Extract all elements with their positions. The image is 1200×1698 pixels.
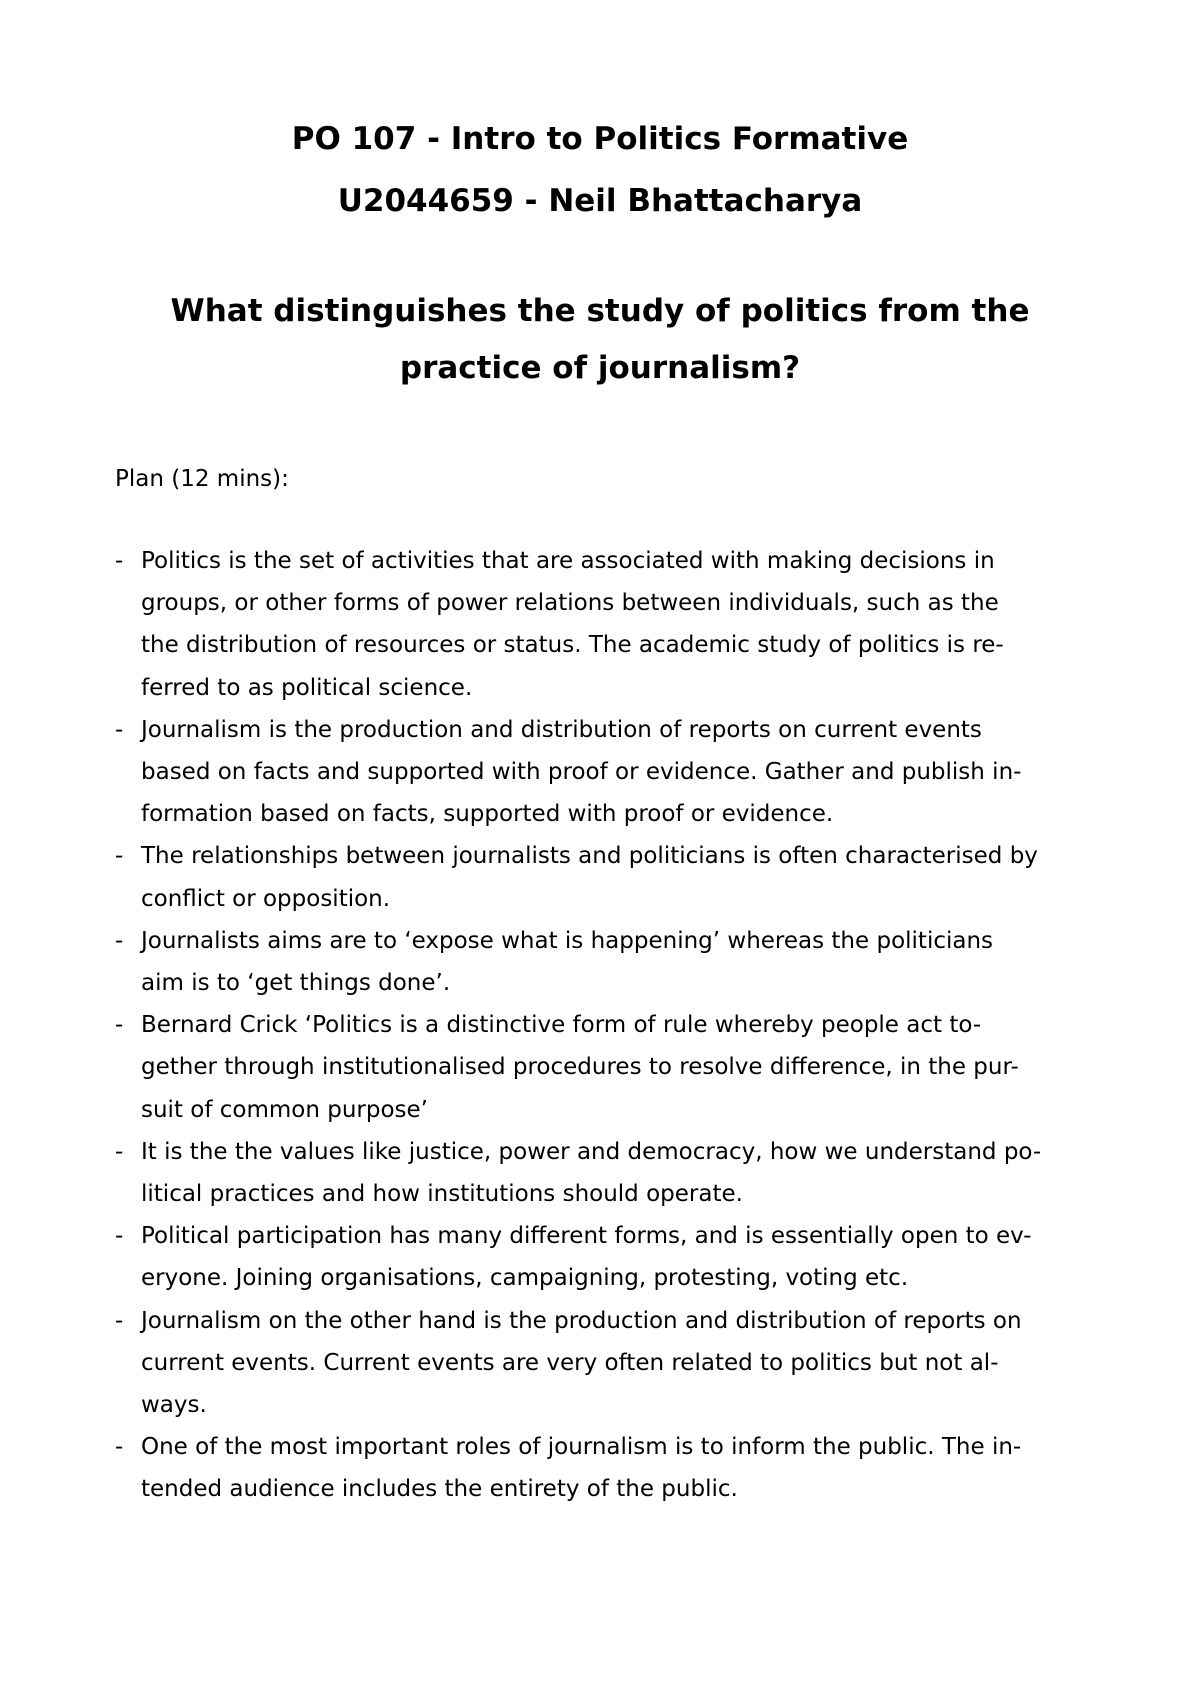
bullet-text	[141, 540, 1105, 709]
bullet-text-line: Journalism is the production and distribution of reports on current events	[141, 716, 982, 743]
bullet-text-line: current events. Current events are very often related to politics but not al-	[141, 1349, 999, 1376]
bullet-dash-marker: -	[115, 1012, 124, 1039]
bullet-text-line: Bernard Crick ‘Politics is a distinctive form of rule whereby people act to-	[141, 1012, 982, 1039]
essay-question-line: practice of journalism?	[399, 350, 801, 386]
course-title: PO 107 - Intro to Politics Formative	[291, 121, 909, 157]
plan-bullet-item	[115, 1300, 1105, 1427]
bullet-dash-marker: -	[115, 1223, 124, 1250]
bullet-text-line: aim is to ‘get things done’.	[141, 970, 451, 997]
bullet-text-line: Journalism on the other hand is the production and distribution of reports on	[141, 1307, 1022, 1334]
bullet-text-line: conflict or opposition.	[141, 885, 391, 912]
bullet-text-line: gether through institutionalised procedures to resolve difference, in the pur-	[141, 1054, 1019, 1081]
bullet-dash-marker: -	[115, 927, 124, 954]
bullet-text	[141, 1131, 1105, 1215]
plan-bullet-item	[115, 709, 1105, 836]
essay-question-line: What distinguishes the study of politics from the	[170, 293, 1030, 329]
bullet-text-line: eryone. Joining organisations, campaigning, protesting, voting etc.	[141, 1265, 909, 1292]
bullet-text-line: Politics is the set of activities that are associated with making decisions in	[141, 548, 995, 574]
essay-question	[130, 283, 1070, 397]
bullet-text	[141, 920, 1105, 1004]
bullet-text	[141, 1300, 1105, 1427]
plan-heading: Plan (12 mins):	[115, 466, 289, 492]
plan-bullet-item	[115, 1004, 1105, 1131]
bullet-text-line: formation based on facts, supported with proof or evidence.	[141, 801, 834, 828]
bullet-dash-marker: -	[115, 1307, 124, 1334]
bullet-text	[141, 1004, 1105, 1131]
plan-bullet-item	[115, 1426, 1105, 1510]
bullet-text-line: groups, or other forms of power relations between individuals, such as the	[141, 590, 999, 617]
plan-bullet-item	[115, 1215, 1105, 1299]
bullet-text-line: based on facts and supported with proof or evidence. Gather and publish in-	[141, 759, 1022, 786]
bullet-text-line: tended audience includes the entirety of the public.	[141, 1476, 738, 1503]
bullet-text-line: Political participation has many different forms, and is essentially open to ev-	[141, 1223, 1032, 1250]
bullet-text	[141, 1426, 1105, 1510]
bullet-text-line: The relationships between journalists and politicians is often characterised by	[141, 843, 1038, 870]
plan-bullet-list	[115, 540, 1105, 1511]
bullet-text-line: One of the most important roles of journalism is to inform the public. The in-	[141, 1434, 1022, 1461]
bullet-text-line: It is the the values like justice, power and democracy, how we understand po-	[141, 1138, 1042, 1165]
plan-bullet-item	[115, 920, 1105, 1004]
bullet-dash-marker: -	[115, 843, 124, 870]
bullet-text-line: ways.	[141, 1392, 207, 1419]
bullet-text-line: Journalists aims are to ‘expose what is happening’ whereas the politicians	[141, 927, 994, 954]
plan-bullet-item	[115, 540, 1105, 709]
document-header	[0, 108, 1200, 232]
bullet-text-line: suit of common purpose’	[141, 1096, 428, 1123]
bullet-text-line: the distribution of resources or status. The academic study of politics is re-	[141, 632, 1004, 659]
plan-bullet-item	[115, 1131, 1105, 1215]
plan-bullet-item	[115, 835, 1105, 919]
bullet-dash-marker: -	[115, 1434, 124, 1461]
bullet-dash-marker: -	[115, 716, 124, 743]
bullet-text	[141, 1215, 1105, 1299]
bullet-text-line: litical practices and how institutions should operate.	[141, 1181, 743, 1208]
bullet-text	[141, 835, 1105, 919]
bullet-dash-marker: -	[115, 1138, 124, 1165]
student-id-name: U2044659 - Neil Bhattacharya	[337, 183, 863, 219]
bullet-dash-marker: -	[115, 548, 124, 574]
bullet-text	[141, 709, 1105, 836]
bullet-text-line: ferred to as political science.	[141, 674, 473, 701]
